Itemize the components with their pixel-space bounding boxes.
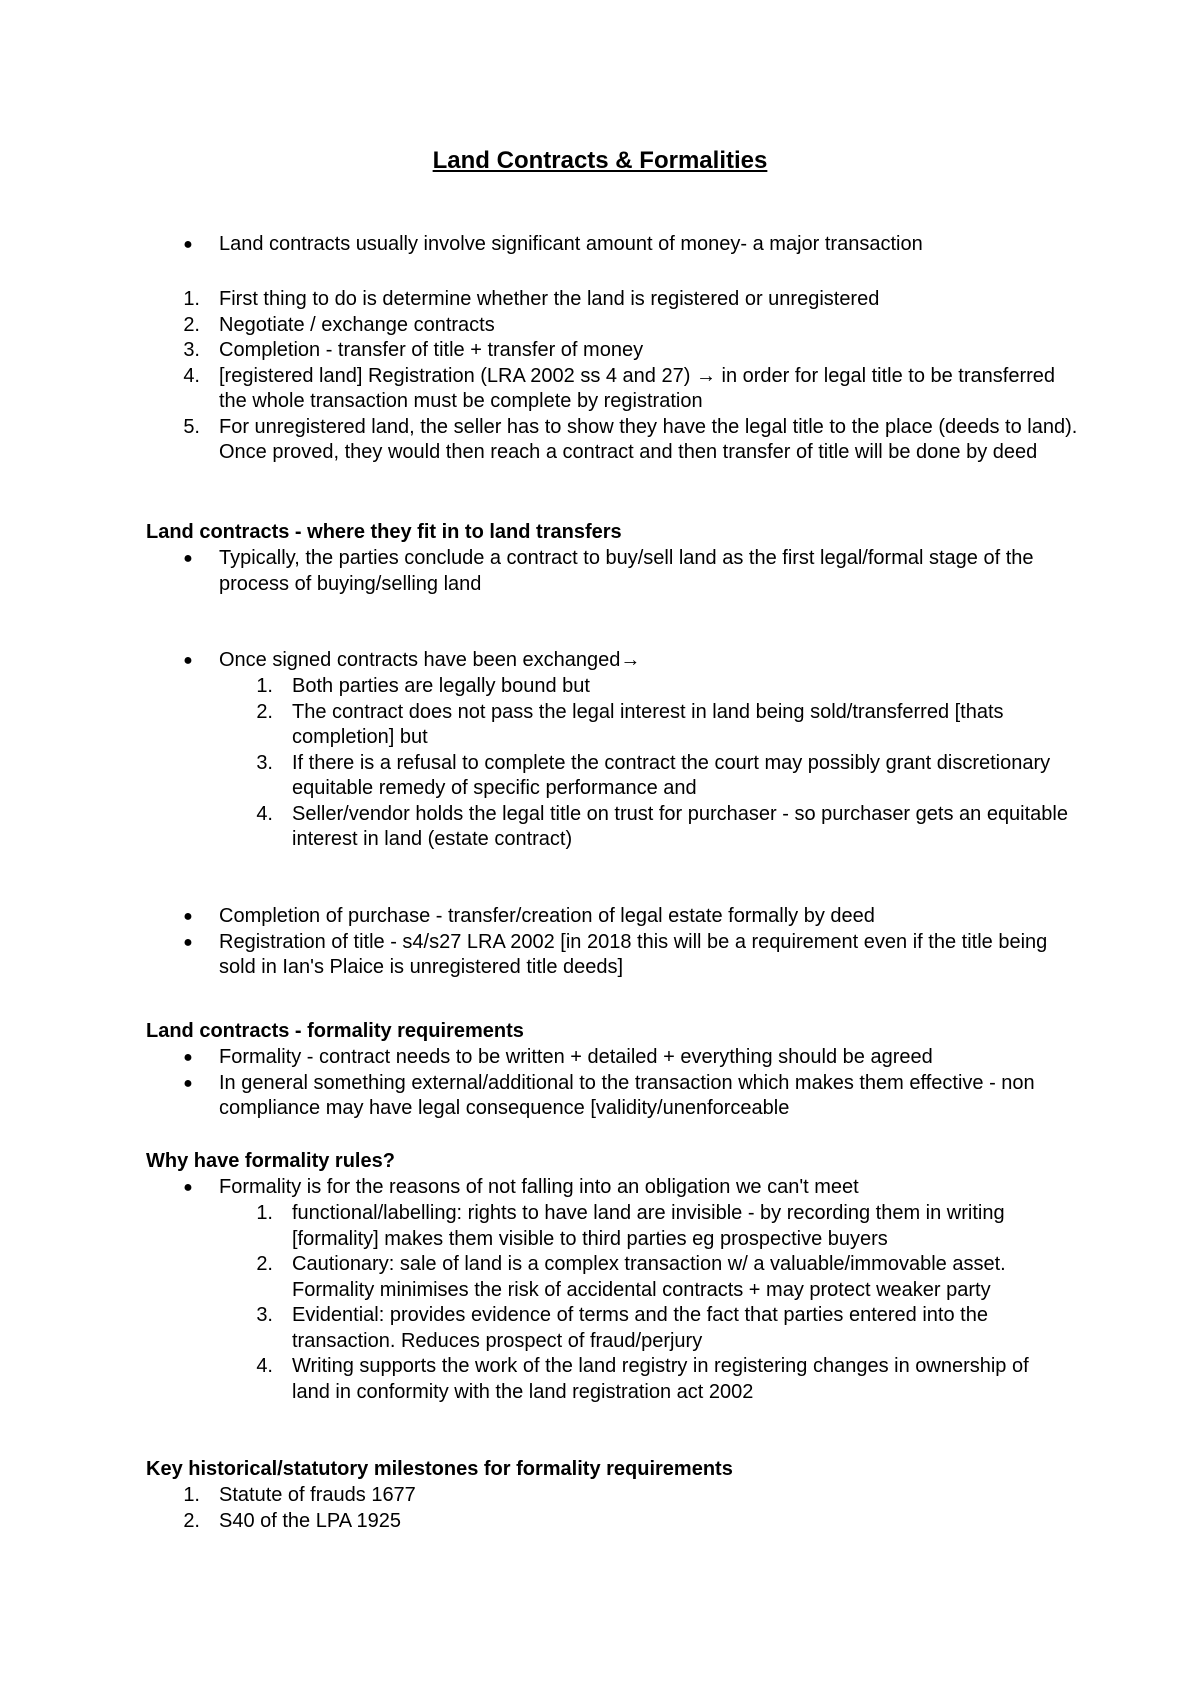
list-item: ● Formality - contract needs to be written + detailed + everything should be agreed: [0, 1045, 1200, 1071]
list-item: 1. Statute of frauds 1677: [183, 1484, 416, 1506]
list-item: 2. Negotiate / exchange contracts: [183, 313, 495, 336]
list-item: 2. S40 of the LPA 1925: [183, 1509, 402, 1532]
section-heading: Land contracts - where they fit in to land transfers: [146, 521, 622, 543]
bullet-icon: ●: [183, 1049, 193, 1066]
page-title: Land Contracts & Formalities: [432, 147, 768, 174]
bullet-icon: ●: [183, 933, 193, 951]
list-item: 1. functional/labelling: rights to have land are invisible - by recording them in writing [formality] makes them visible to third parties eg prospective buyers: [256, 1202, 1005, 1250]
bullet-icon: ●: [183, 236, 193, 253]
bullet-icon: ●: [183, 908, 193, 925]
list-item: 2. The contract does not pass the legal interest in land being sold/transferred [thats completion] but: [256, 700, 1004, 748]
bullet-icon: ●: [183, 652, 193, 669]
list-item: 3. If there is a refusal to complete the contract the court may possibly grant discretionary equitable remedy of specific performance and: [256, 751, 1051, 799]
list-item: 4. [registered land] Registration (LRA 2002 ss 4 and 27) → in order for legal title to be transferred the whole transaction must be complete by registration: [183, 364, 1056, 412]
steps-list: [0, 287, 1200, 466]
section1-bullet4: ● Registration of title - s4/s27 LRA 2002 [in 2018 this will be a requirement even if the title being sold in Ian's Plaice is unregistered title deeds]: [0, 930, 1200, 981]
section2-bullets: [0, 1045, 1200, 1122]
section-heading: Key historical/statutory milestones for formality requirements: [146, 1458, 733, 1480]
section-heading: Why have formality rules?: [146, 1150, 395, 1172]
section3-bullet1: ● Formality is for the reasons of not falling into an obligation we can't meet: [0, 1175, 1200, 1201]
list-item: 4. Writing supports the work of the land registry in registering changes in ownership of land in conformity with the land registration act 2002: [256, 1355, 1029, 1403]
section4-list: [0, 1483, 1200, 1534]
list-item: 1. First thing to do is determine whether the land is registered or unregistered: [183, 288, 880, 310]
list-item: ● In general something external/additional to the transaction which makes them effective - non compliance may have legal consequence [validity/unenforceable: [0, 1071, 1200, 1122]
section1-bullet3: ● Completion of purchase - transfer/creation of legal estate formally by deed ● Registration of title - s4/s27 LRA 2002 [in 2018 this will be a requirement even if the title being sold in Ian's Plaice is unregistered title deeds]: [0, 904, 1200, 981]
section3-sublist: [0, 1201, 1200, 1405]
list-item: 5. For unregistered land, the seller has to show they have the legal title to the place (deeds to land). Once proved, they would then reach a contract and then transfer of title will be done by deed: [183, 415, 1078, 463]
bullet-icon: ●: [183, 1179, 193, 1196]
section-heading: Land contracts - formality requirements: [146, 1020, 524, 1042]
list-item: 2. Cautionary: sale of land is a complex transaction w/ a valuable/immovable asset. Formality minimises the risk of accidental contracts + may protect weaker party: [256, 1253, 1006, 1301]
intro-bullet: ● Land contracts usually involve significant amount of money- a major transaction: [0, 232, 1200, 258]
list-item: 3. Evidential: provides evidence of terms and the fact that parties entered into the transaction. Reduces prospect of fraud/perjury: [256, 1304, 988, 1352]
bullet-icon: ●: [183, 1074, 193, 1092]
list-item: 3. Completion - transfer of title + transfer of money: [183, 339, 644, 361]
section1-bullet2: ● Once signed contracts have been exchanged→: [0, 648, 1200, 674]
section1-sublist: [0, 674, 1200, 853]
bullet-icon: ●: [183, 550, 193, 567]
list-item: 4. Seller/vendor holds the legal title on trust for purchaser - so purchaser gets an equitable interest in land (estate contract): [256, 802, 1068, 850]
section1-bullet1: ● Typically, the parties conclude a contract to buy/sell land as the first legal/formal stage of the process of buying/selling land: [0, 546, 1200, 597]
list-item: 1. Both parties are legally bound but: [256, 675, 590, 697]
